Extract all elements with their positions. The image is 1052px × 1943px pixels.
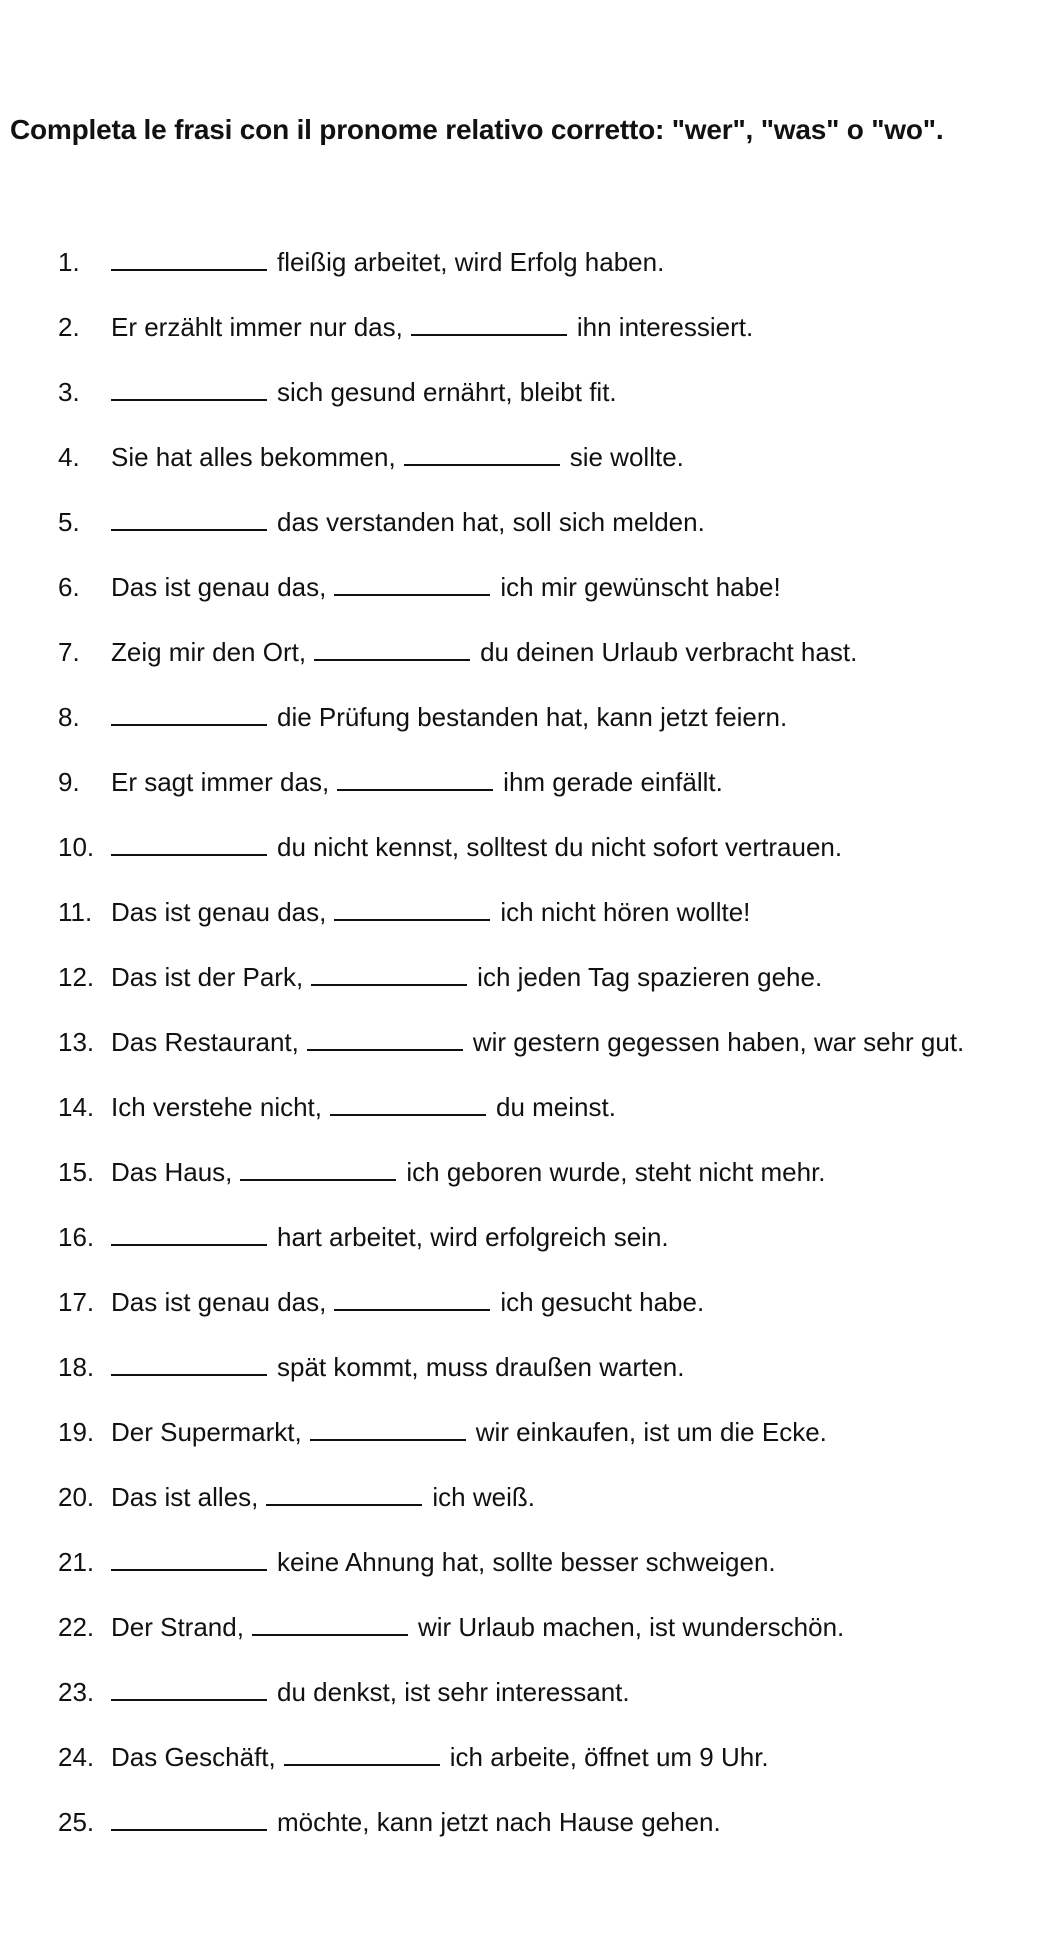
exercise-item bbox=[58, 764, 964, 829]
sentence-end: wir gestern gegessen haben, war sehr gut. bbox=[472, 1027, 965, 1057]
sentence-end: ich arbeite, öffnet um 9 Uhr. bbox=[449, 1742, 769, 1772]
sentence-end: wir Urlaub machen, ist wunderschön. bbox=[417, 1612, 845, 1642]
answer-blank[interactable] bbox=[111, 1219, 267, 1246]
exercise-item bbox=[58, 1349, 964, 1414]
exercise-item bbox=[58, 829, 964, 894]
sentence-start: Er sagt immer das, bbox=[111, 767, 330, 797]
sentence-start: Das ist alles, bbox=[111, 1482, 259, 1512]
answer-blank[interactable] bbox=[310, 1414, 466, 1441]
sentence-start: Ich verstehe nicht, bbox=[111, 1092, 322, 1122]
sentence-start: Das Haus, bbox=[111, 1157, 233, 1187]
exercise-item bbox=[58, 1804, 964, 1869]
sentence-end: sich gesund ernährt, bleibt fit. bbox=[277, 377, 617, 407]
sentence-end: ich weiß. bbox=[432, 1482, 535, 1512]
sentence-end: du denkst, ist sehr interessant. bbox=[277, 1677, 630, 1707]
exercise-item bbox=[58, 439, 964, 504]
exercise-number: 3. bbox=[58, 377, 80, 407]
exercise-item bbox=[58, 1479, 964, 1544]
sentence-start: Das ist genau das, bbox=[111, 1287, 327, 1317]
exercise-number: 1. bbox=[58, 247, 80, 277]
exercise-item bbox=[58, 1024, 964, 1089]
exercise-number: 4. bbox=[58, 442, 80, 472]
exercise-number: 18. bbox=[58, 1352, 95, 1382]
sentence-start: Sie hat alles bekommen, bbox=[111, 442, 396, 472]
exercise-item bbox=[58, 1089, 964, 1154]
exercise-list bbox=[58, 244, 964, 1869]
sentence-end: ihm gerade einfällt. bbox=[503, 767, 723, 797]
sentence-end: wir einkaufen, ist um die Ecke. bbox=[475, 1417, 827, 1447]
exercise-number: 23. bbox=[58, 1677, 95, 1707]
answer-blank[interactable] bbox=[111, 374, 267, 401]
sentence-end: keine Ahnung hat, sollte besser schweigen. bbox=[277, 1547, 776, 1577]
answer-blank[interactable] bbox=[252, 1609, 408, 1636]
exercise-number: 8. bbox=[58, 702, 80, 732]
exercise-item bbox=[58, 634, 964, 699]
sentence-end: ihn interessiert. bbox=[576, 312, 754, 342]
sentence-start: Das Geschäft, bbox=[111, 1742, 276, 1772]
exercise-item bbox=[58, 309, 964, 374]
exercise-number: 9. bbox=[58, 767, 80, 797]
sentence-end: fleißig arbeitet, wird Erfolg haben. bbox=[277, 247, 665, 277]
sentence-start: Zeig mir den Ort, bbox=[111, 637, 307, 667]
exercise-number: 15. bbox=[58, 1157, 95, 1187]
exercise-item bbox=[58, 1219, 964, 1284]
sentence-end: spät kommt, muss draußen warten. bbox=[277, 1352, 685, 1382]
sentence-start: Der Strand, bbox=[111, 1612, 244, 1642]
answer-blank[interactable] bbox=[404, 439, 560, 466]
exercise-number: 10. bbox=[58, 832, 95, 862]
sentence-start: Das ist genau das, bbox=[111, 897, 327, 927]
answer-blank[interactable] bbox=[307, 1024, 463, 1051]
exercise-number: 6. bbox=[58, 572, 80, 602]
exercise-number: 14. bbox=[58, 1092, 95, 1122]
exercise-item bbox=[58, 1609, 964, 1674]
exercise-number: 17. bbox=[58, 1287, 95, 1317]
exercise-number: 19. bbox=[58, 1417, 95, 1447]
answer-blank[interactable] bbox=[111, 1349, 267, 1376]
exercise-item bbox=[58, 569, 964, 634]
sentence-end: ich jeden Tag spazieren gehe. bbox=[477, 962, 823, 992]
answer-blank[interactable] bbox=[111, 244, 267, 271]
exercise-number: 12. bbox=[58, 962, 95, 992]
exercise-item bbox=[58, 1284, 964, 1349]
exercise-number: 16. bbox=[58, 1222, 95, 1252]
exercise-number: 21. bbox=[58, 1547, 95, 1577]
exercise-number: 11. bbox=[58, 897, 93, 927]
answer-blank[interactable] bbox=[111, 504, 267, 531]
sentence-end: das verstanden hat, soll sich melden. bbox=[277, 507, 705, 537]
answer-blank[interactable] bbox=[330, 1089, 486, 1116]
worksheet-instruction: Completa le frasi con il pronome relativo corretto: "wer", "was" o "wo". bbox=[10, 114, 944, 145]
answer-blank[interactable] bbox=[111, 1544, 267, 1571]
exercise-number: 22. bbox=[58, 1612, 95, 1642]
sentence-end: ich geboren wurde, steht nicht mehr. bbox=[406, 1157, 826, 1187]
sentence-end: du deinen Urlaub verbracht hast. bbox=[480, 637, 858, 667]
answer-blank[interactable] bbox=[334, 569, 490, 596]
exercise-number: 2. bbox=[58, 312, 80, 342]
sentence-start: Das ist der Park, bbox=[111, 962, 304, 992]
sentence-start: Das Restaurant, bbox=[111, 1027, 299, 1057]
exercise-number: 25. bbox=[58, 1807, 95, 1837]
exercise-number: 13. bbox=[58, 1027, 95, 1057]
exercise-item bbox=[58, 1544, 964, 1609]
sentence-end: möchte, kann jetzt nach Hause gehen. bbox=[277, 1807, 721, 1837]
exercise-item bbox=[58, 1739, 964, 1804]
exercise-item bbox=[58, 374, 964, 439]
answer-blank[interactable] bbox=[334, 1284, 490, 1311]
exercise-item bbox=[58, 959, 964, 1024]
sentence-end: ich nicht hören wollte! bbox=[500, 897, 751, 927]
exercise-item bbox=[58, 244, 964, 309]
answer-blank[interactable] bbox=[111, 829, 267, 856]
answer-blank[interactable] bbox=[266, 1479, 422, 1506]
sentence-end: die Prüfung bestanden hat, kann jetzt feiern. bbox=[277, 702, 788, 732]
sentence-end: ich gesucht habe. bbox=[500, 1287, 705, 1317]
answer-blank[interactable] bbox=[411, 309, 567, 336]
exercise-item bbox=[58, 504, 964, 569]
answer-blank[interactable] bbox=[111, 1674, 267, 1701]
sentence-start: Der Supermarkt, bbox=[111, 1417, 302, 1447]
exercise-item bbox=[58, 894, 964, 959]
answer-blank[interactable] bbox=[334, 894, 490, 921]
sentence-end: du nicht kennst, solltest du nicht sofort vertrauen. bbox=[277, 832, 843, 862]
sentence-end: ich mir gewünscht habe! bbox=[500, 572, 781, 602]
exercise-number: 5. bbox=[58, 507, 80, 537]
answer-blank[interactable] bbox=[111, 699, 267, 726]
exercise-item bbox=[58, 1414, 964, 1479]
answer-blank[interactable] bbox=[111, 1804, 267, 1831]
sentence-end: du meinst. bbox=[496, 1092, 616, 1122]
answer-blank[interactable] bbox=[314, 634, 470, 661]
sentence-start: Er erzählt immer nur das, bbox=[111, 312, 403, 342]
exercise-number: 20. bbox=[58, 1482, 95, 1512]
exercise-number: 7. bbox=[58, 637, 80, 667]
sentence-end: hart arbeitet, wird erfolgreich sein. bbox=[277, 1222, 669, 1252]
exercise-item bbox=[58, 1154, 964, 1219]
exercise-number: 24. bbox=[58, 1742, 95, 1772]
exercise-item bbox=[58, 699, 964, 764]
sentence-start: Das ist genau das, bbox=[111, 572, 327, 602]
answer-blank[interactable] bbox=[240, 1154, 396, 1181]
exercise-item bbox=[58, 1674, 964, 1739]
sentence-end: sie wollte. bbox=[569, 442, 684, 472]
answer-blank[interactable] bbox=[284, 1739, 440, 1766]
answer-blank[interactable] bbox=[311, 959, 467, 986]
answer-blank[interactable] bbox=[337, 764, 493, 791]
